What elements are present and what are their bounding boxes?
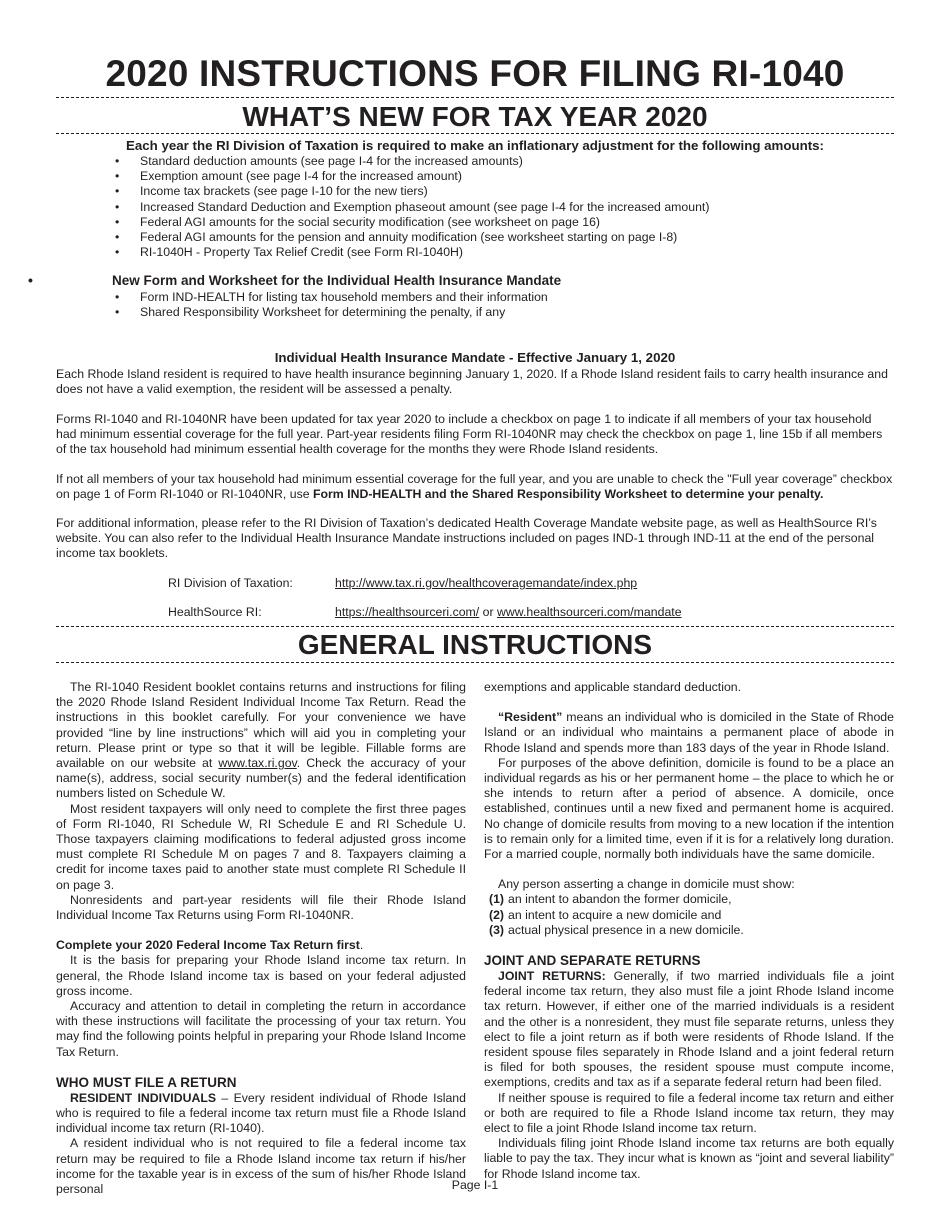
dashed-divider: [56, 626, 894, 627]
paragraph: It is the basis for preparing your Rhode Island income tax return. In general, the Rhode Island income tax is based on your federal adjusted gross income.: [56, 953, 466, 998]
paragraph: Any person asserting a change in domicile must show:: [498, 877, 795, 892]
general-instructions-title: GENERAL INSTRUCTIONS: [297, 629, 653, 660]
dashed-divider: [56, 97, 894, 98]
joint-separate-heading: JOINT AND SEPARATE RETURNS: [484, 953, 701, 969]
who-must-file-heading: WHO MUST FILE A RETURN: [56, 1074, 237, 1090]
item-number: (3): [488, 922, 504, 937]
item-text: an intent to acquire a new domicile and: [508, 907, 722, 922]
complete-federal-heading: [56, 938, 466, 953]
healthsource-link[interactable]: https://healthsourceri.com/: [335, 605, 480, 619]
list-item: • Standard deduction amounts (see page I-4 for the increased amounts): [112, 154, 709, 169]
list-item: • Form IND-HEALTH for listing tax household members and their information: [112, 290, 548, 305]
inflation-heading: Each year the RI Division of Taxation is required to make an inflationary adjustment for the following amounts:: [126, 138, 824, 153]
page-title: 2020 INSTRUCTIONS FOR FILING RI-1040: [105, 53, 845, 94]
text: Generally, if two married individuals file a joint federal income tax return, they also must file a joint Rhode Island income tax return. However, if either one of the married individuals is a resident and the other is a nonresident, they must file separate returns, unless they elect to file a joint return as if both were residents of Rhode Island. If the resident spouse files separately in Rhode Island and a joint federal return is filed for both spouses, the resident spouse must compute income, exemptions, credits and tax as if a separate federal return had been filed.: [484, 969, 894, 1090]
text: .: [359, 938, 364, 953]
mandate-bold-text: Form IND-HEALTH and the Shared Responsibility Worksheet to determine your penalty.: [313, 487, 824, 502]
healthsource-links: [335, 605, 682, 620]
bold-text: JOINT RETURNS:: [498, 969, 606, 984]
or-text: or: [479, 605, 497, 619]
list-item: • Federal AGI amounts for the social security modification (see worksheet on page 16): [112, 215, 709, 230]
text: The RI-1040 Resident booklet contains returns and instructions for filing the 2020 Rhode Island Resident Individual Income Tax Return. Read the instructions in this booklet carefully. For your convenience we have provided “line by line instructions” which will aid you in completing your return. Please print or type so that it will be legible. Fillable forms are available on our website at: [56, 680, 466, 771]
list-item: [484, 908, 894, 923]
paragraph: [484, 969, 894, 1091]
paragraph: Individuals filing joint Rhode Island income tax returns are both equally liable to pay the tax. They incur what is known as “joint and several liability” for Rhode Island income tax.: [484, 1136, 894, 1181]
mandate-paragraph: Forms RI-1040 and RI-1040NR have been updated for tax year 2020 to include a checkbox on page 1 to indicate if all members of your tax household had minimum essential coverage for the full year. Part-year residents filing Form RI-1040NR may check the checkbox on page 1, line 15b if all members of the tax household had minimum essential health coverage for the months they were Rhode Island residents.: [56, 412, 883, 457]
bold-text: Complete your 2020 Federal Income Tax Return first: [56, 938, 360, 953]
tax-website-link[interactable]: www.tax.ri.gov: [218, 756, 297, 771]
outer-bullet: •: [28, 272, 33, 288]
paragraph: Nonresidents and part-year residents will file their Rhode Island Individual Income Tax Returns using Form RI-1040NR.: [56, 892, 466, 923]
mandate-text: If not all members of your tax household had minimum essential coverage for the full year, and you are unable to check the "Full year coverage” checkbox on page 1 of Form RI-1040 or RI-1040NR, use: [56, 472, 893, 502]
item-number: (2): [488, 907, 504, 922]
paragraph: [484, 710, 894, 756]
left-column: [56, 680, 466, 1197]
new-form-list: [112, 290, 548, 320]
dashed-divider: [56, 662, 894, 663]
list-item: • Income tax brackets (see page I-10 for the new tiers): [112, 184, 709, 199]
link-label-healthsource: HealthSource RI:: [168, 605, 262, 619]
taxation-link[interactable]: http://www.tax.ri.gov/healthcoveragemandate/index.php: [335, 576, 638, 590]
whats-new-title: WHAT’S NEW FOR TAX YEAR 2020: [242, 101, 708, 132]
paragraph: Accuracy and attention to detail in completing the return in accordance with these instructions will facilitate the processing of your tax return. You may find the following points helpful in preparing your Rhode Island Income Tax Return.: [56, 999, 466, 1059]
paragraph: If neither spouse is required to file a federal income tax return and either or both are required to file a Rhode Island income tax return, they may elect to file a joint Rhode Island income tax return.: [484, 1090, 894, 1136]
text: . Check the accuracy of your name(s), address, social security number(s) and the federal identification numbers listed on Schedule W.: [56, 756, 466, 801]
inflation-list: [112, 154, 709, 260]
paragraph: A resident individual who is not required to file a federal income tax return may be required to file a Rhode Island income tax return if his/her income for the taxable year is in excess of the sum of his/her Rhode Island personal: [56, 1136, 466, 1197]
right-column: [484, 680, 894, 1182]
text: means an individual who is domiciled in the State of Rhode Island or an individual who maintains a permanent place of abode in Rhode Island and spends more than 183 days of the year in Rhode Island.: [484, 710, 894, 755]
paragraph: [56, 680, 466, 802]
item-text: actual physical presence in a new domicile.: [508, 922, 744, 937]
paragraph: exemptions and applicable standard deduction.: [484, 680, 742, 694]
mandate-paragraph: Each Rhode Island resident is required to have health insurance beginning January 1, 2020. If a Rhode Island resident fails to carry health insurance and does not have a valid exemption, the resident will be assessed a penalty.: [56, 367, 888, 397]
paragraph: For purposes of the above definition, domicile is found to be a place an individual regards as his or her permanent home – the place to which he or she intends to return after a period of absence. A domicile, once established, continues until a new fixed and permanent home is acquired. No change of domicile results from moving to a new location if the intention is to remain only for a limited time, even if it is for a relatively long duration. For a married couple, normally both individuals have the same domicile.: [484, 755, 894, 862]
dashed-divider: [56, 133, 894, 134]
list-item: • RI-1040H - Property Tax Relief Credit (see Form RI-1040H): [112, 245, 709, 260]
text: – Every resident individual of Rhode Island who is required to file a federal income tax return must file a Rhode Island individual income tax return (RI-1040).: [56, 1090, 466, 1136]
bold-text: “Resident”: [498, 710, 563, 725]
new-form-heading: New Form and Worksheet for the Individual Health Insurance Mandate: [112, 273, 562, 288]
healthsource-mandate-link[interactable]: www.healthsourceri.com/mandate: [497, 605, 682, 619]
list-item: [484, 892, 894, 907]
list-item: [484, 923, 894, 938]
item-text: an intent to abandon the former domicile,: [508, 892, 732, 907]
list-item: • Federal AGI amounts for the pension and annuity modification (see worksheet starting on page I-8): [112, 230, 709, 245]
item-number: (1): [488, 892, 504, 907]
list-item: • Increased Standard Deduction and Exemption phaseout amount (see page I-4 for the increased amount): [112, 200, 709, 215]
mandate-heading: Individual Health Insurance Mandate - Effective January 1, 2020: [274, 350, 676, 365]
page-number: Page I-1: [451, 1178, 499, 1192]
mandate-paragraph: For additional information, please refer to the RI Division of Taxation’s dedicated Health Coverage Mandate website page, as well as HealthSource RI’s website. You can also refer to the Individual Health Insurance Mandate instructions included on pages IND-1 through IND-11 at the end of the personal income tax booklets.: [56, 516, 877, 561]
list-item: • Exemption amount (see page I-4 for the increased amount): [112, 169, 709, 184]
paragraph: [56, 1091, 466, 1137]
link-label-taxation: RI Division of Taxation:: [168, 576, 293, 590]
list-item: • Shared Responsibility Worksheet for determining the penalty, if any: [112, 305, 548, 320]
paragraph: Most resident taxpayers will only need to complete the first three pages of Form RI-1040, RI Schedule W, RI Schedule E and RI Schedule U. Those taxpayers claiming modifications to federal adjusted gross income must complete RI Schedule M on pages 7 and 8. Taxpayers claiming a credit for income taxes paid to another state must complete RI Schedule II on page 3.: [56, 801, 466, 892]
mandate-paragraph: [56, 472, 894, 502]
bold-text: RESIDENT INDIVIDUALS: [70, 1090, 217, 1105]
